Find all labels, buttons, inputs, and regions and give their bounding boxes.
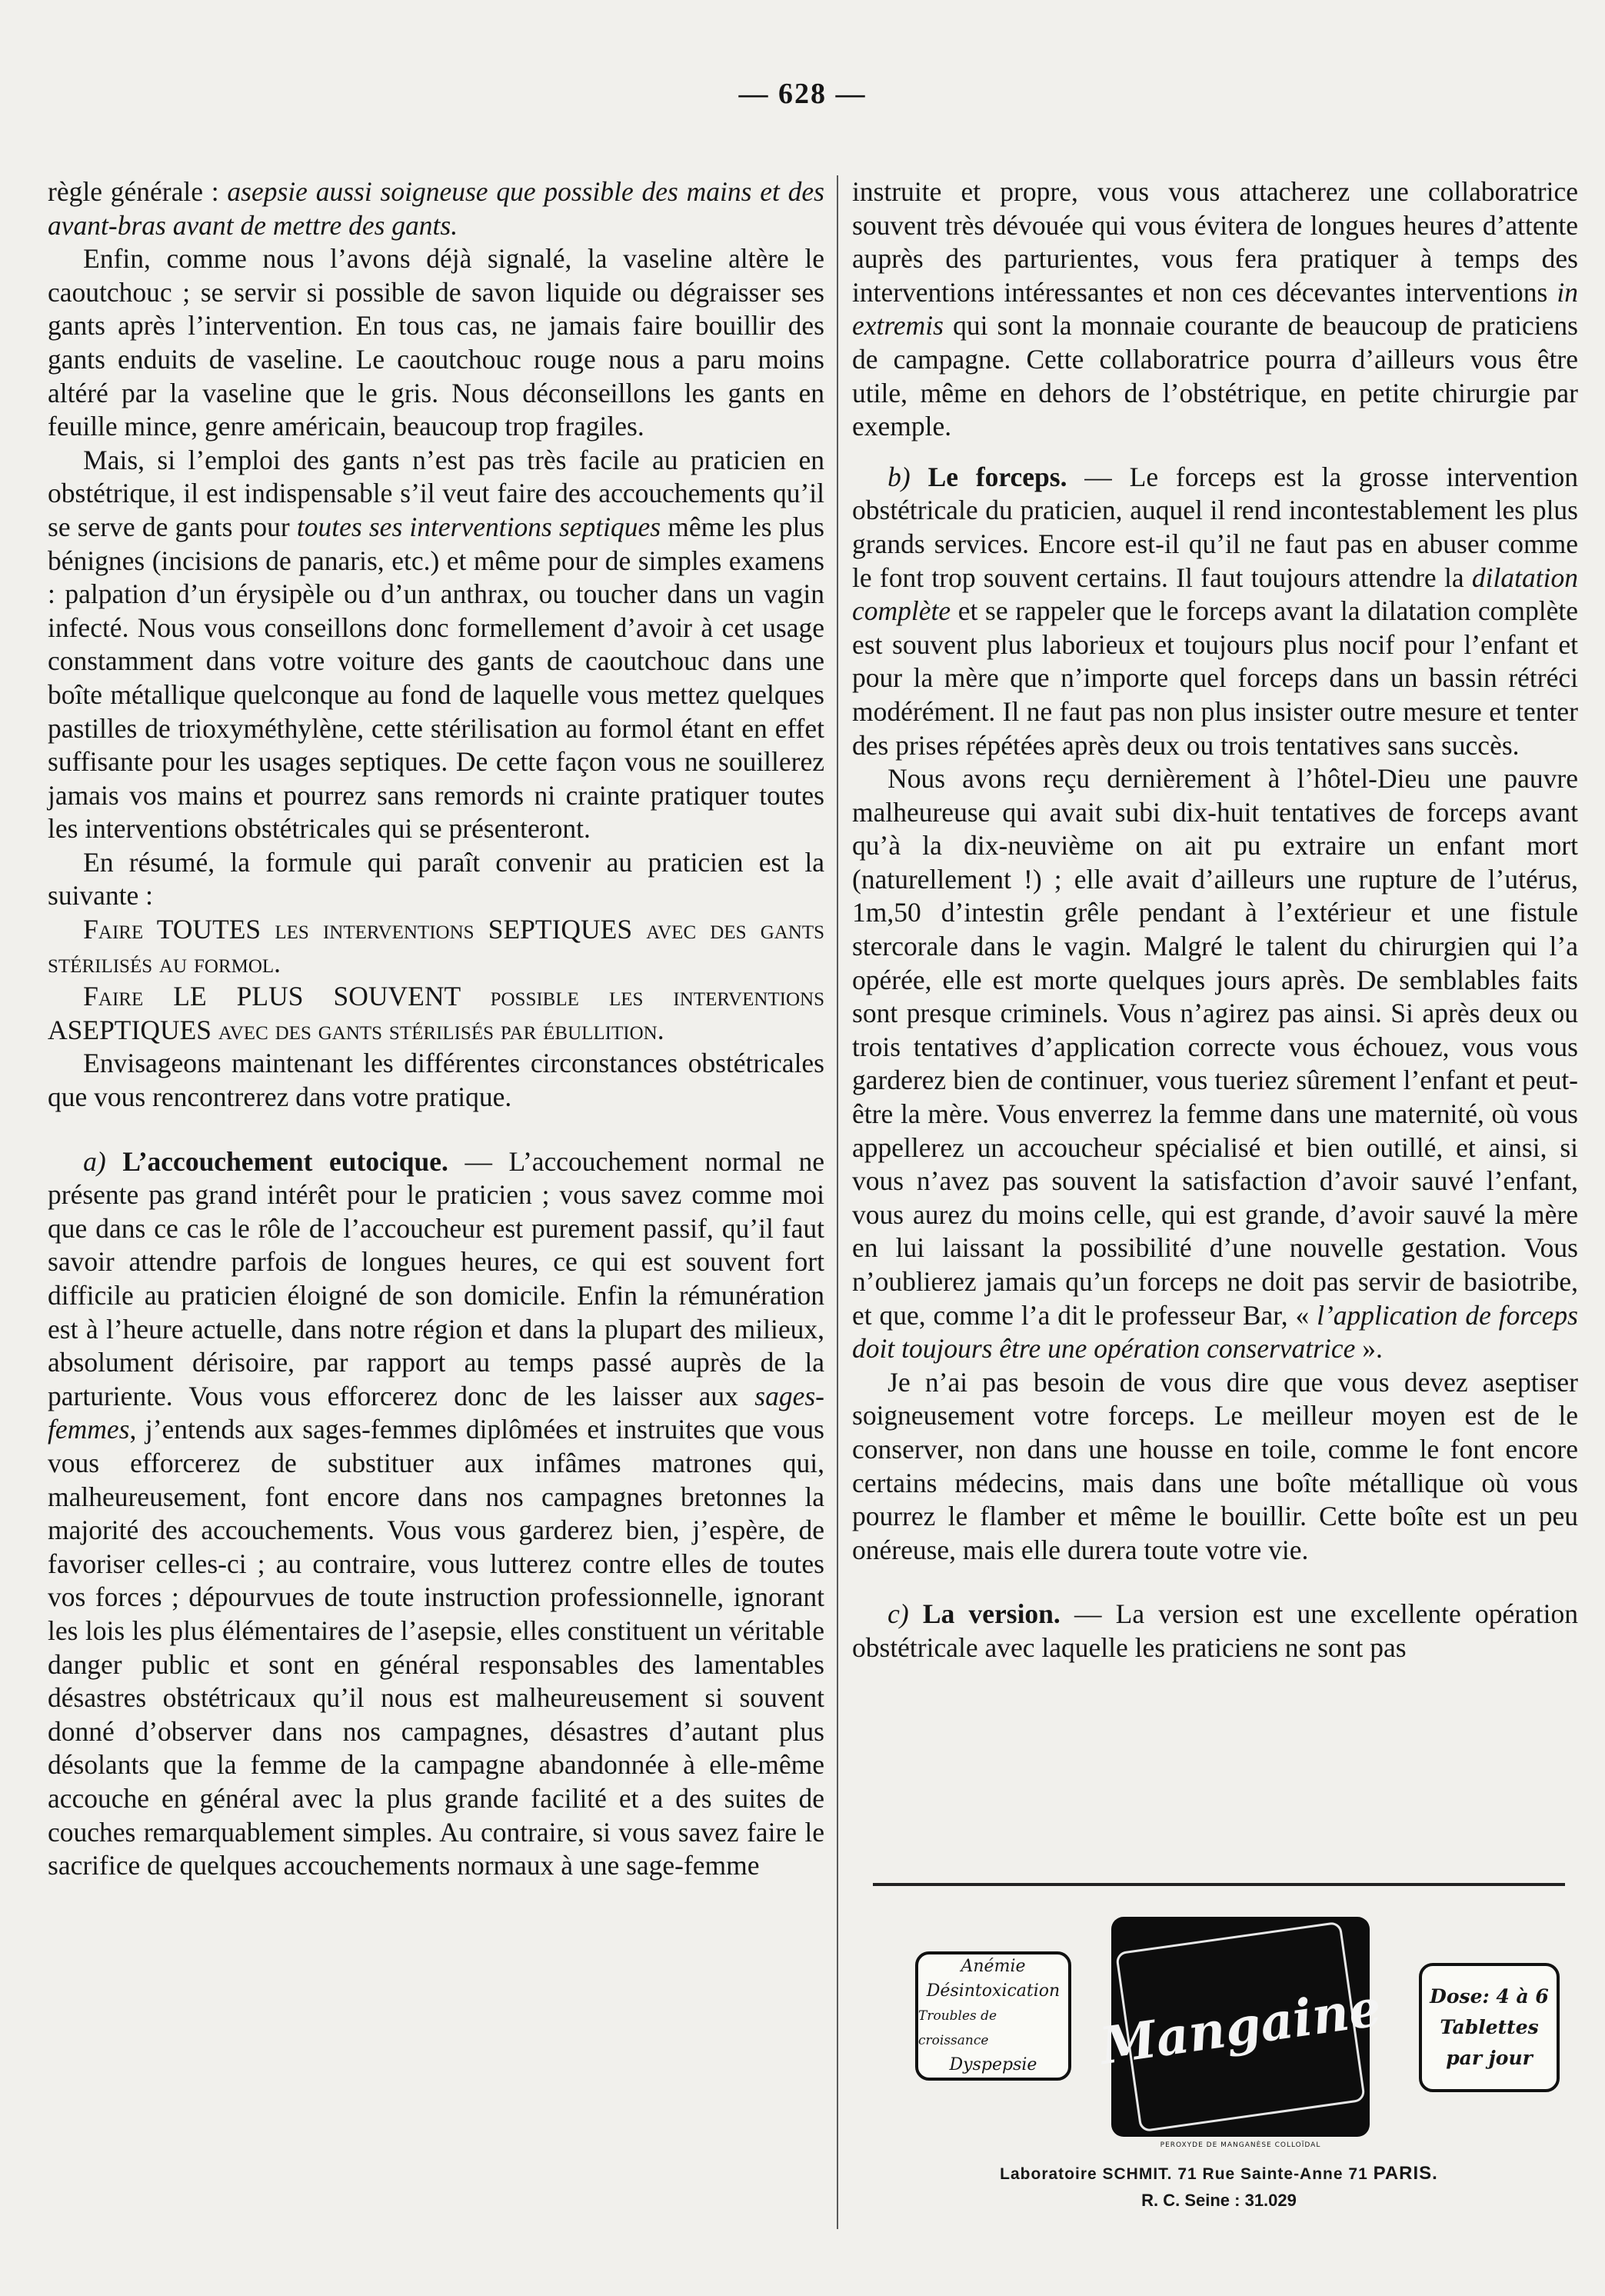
- ad-dosage-box: [1419, 1963, 1560, 2092]
- text-run: LE PLUS SOUVENT: [173, 981, 461, 1012]
- ad-dosage-line: Tablettes: [1440, 2016, 1539, 2038]
- text-run: — Le forceps est la grosse intervention obstétricale du praticien, auquel il rend incontestablement les plus grands services. Encore est-il qu’il ne faut pas en abuser comme le font trop souvent certains. Il faut toujours attendre la: [852, 461, 1579, 593]
- text-run: règle générale :: [48, 176, 228, 207]
- section-title: L’accouchement eutocique.: [122, 1145, 448, 1177]
- text-run: même les plus bénignes (incisions de panaris, etc.) et même pour de simples examens : palpation d’un érysipèle ou d’un anthrax, ou toucher dans un vagin infecté. Nous vous conseillons donc formellement d’avoir à cet usage constamment dans votre voiture des gants de caoutchouc dans une boîte métallique quelconque au fond de laquelle vous mettez quelques pastilles de trioxyméthylène, cette stérilisation au formol étant en effet suffisante pour les usages septiques. De cette façon vous ne souillerez jamais vos mains et pourrez sans remords ni crainte pratiquer toutes les interventions obstétricales qui se présenteront.: [48, 511, 824, 845]
- ad-indication: Troubles de croissance: [918, 2008, 997, 2048]
- section-label: c): [887, 1598, 909, 1630]
- italic-run: in extremis: [852, 276, 1578, 342]
- text-run: Faire: [83, 914, 144, 945]
- italic-run: l’application de forceps doit toujours être une opération conservatrice: [852, 1299, 1578, 1365]
- text-run: qui sont la monnaie courante de beaucoup de praticiens de campagne. Cette collaboratrice pourra d’ailleurs vous être utile, même en dehors de l’obstétrique, en petite chirurgie par exemple.: [852, 310, 1578, 442]
- paragraph-resume: En résumé, la formule qui paraît convenir au praticien est la suivante :: [48, 846, 824, 911]
- ad-indications-box: [915, 1951, 1071, 2081]
- paragraph-envisageons: Envisageons maintenant les différentes circonstances obstétricales que vous rencontrerez dans votre pratique.: [48, 1048, 824, 1113]
- paragraph-hotel-dieu: [852, 762, 1578, 1366]
- text-run: SEPTIQUES: [488, 914, 633, 945]
- ad-dosage-line: par jour: [1446, 2047, 1533, 2069]
- left-column: [48, 175, 824, 1883]
- formula-septiques: [48, 913, 824, 980]
- ad-top-rule: [873, 1883, 1565, 1886]
- text-run: ».: [1355, 1333, 1383, 1365]
- mangaine-advertisement: [873, 1883, 1565, 2244]
- text-run: , j’entends aux sages-femmes diplômées et instruites que vous vous efforcerez de substituer aux infâmes matrones qui, malheureusement, font encore dans nos campagnes bretonnes la majorité des accouchements. Vous vous garderez bien, j’espère, de favoriser celles-ci ; au contraire, vous lutterez contre elles de toutes vos forces ; dépourvues de toute instruction professionnelle, ignorant les lois les plus élémentaires de l’asepsie, elles constituent un véritable danger public et sont en général responsables des lamentables désastres obstétricaux qu’il nous est malheureusement si souvent donné d’observer dans nos campagnes, désastres d’autant plus désolants que la femme de la campagne abandonnée à elle-même accouche en général avec la plus grande facilité et a des suites de couches remarquablement simples. Au contraire, si vous savez faire le sacrifice de quelques accouchements normaux à une sage-femme: [48, 1414, 824, 1881]
- section-label: b): [887, 461, 911, 492]
- ad-city: PARIS.: [1373, 2163, 1438, 2184]
- text-run: possible les interventions: [490, 981, 825, 1012]
- text-run: et se rappeler que le forceps avant la dilatation complète est souvent plus laborieux et toujours plus nocif pour l’enfant et pour la mère que n’importe quel forceps dans un bassin rétréci modérément. Il ne faut pas non plus insister outre mesure et tenter des prises répétées après deux ou trois tentatives sans succès.: [852, 595, 1578, 761]
- ad-indication: Dyspepsie: [949, 2055, 1037, 2074]
- text-run: Nous avons reçu dernièrement à l’hôtel-Dieu une pauvre malheureuse qui avait subi dix-huit tentatives de forceps avant qu’à la dix-neuvième on ait pu extraire un enfant mort (naturellement !) ; elle avait d’ailleurs une rupture de l’utérus, 1m,50 d’intestin grêle pendant à l’extérieur et une fistule stercorale dans le vagin. Malgré le talent du chirurgien qui l’a opérée, elle est morte quelques jours après. De semblables faits sont presque criminels. Vous n’agirez pas ainsi. Si après deux ou trois tentatives d’application correcte vous échouez, vous vous garderez bien de continuer, vous tueriez sûrement l’enfant et peut-être la mère. Vous enverrez la femme dans une maternité, où vous appellerez un accoucheur spécialisé et bien outillé, et ainsi, si vous n’avez pas souvent la satisfaction d’avoir sauvé l’enfant, vous aurez du moins celle, qui est grande, d’avoir sauvé la mère en lui laissant la possibilité d’une nouvelle gestation. Vous n’oublierez jamais qu’un forceps ne doit pas servir de basiotribe, et que, comme l’a dit le professeur Bar, «: [852, 763, 1578, 1331]
- section-forceps: [852, 461, 1578, 762]
- ad-indication: Désintoxication: [926, 1981, 1061, 2001]
- ad-brand-logo: Mangaine: [1115, 1921, 1366, 2133]
- ad-small-print: PEROXYDE DE MANGANÈSE COLLOÏDAL: [1160, 2141, 1321, 2149]
- section-title: Le forceps.: [927, 461, 1067, 492]
- paragraph-aseptiser-forceps: Je n’ai pas besoin de vous dire que vous devez aseptiser soigneusement votre forceps. Le meilleur moyen est de le conserver, non dans une housse en toile, comme le font encore certains médecins, mais dans une boîte métallique où vous pourrez le flamber et même le bouillir. Cette boîte est un peu onéreuse, mais elle durera toute votre vie.: [852, 1366, 1578, 1565]
- text-run: Faire: [83, 981, 144, 1012]
- formula-aseptiques: [48, 980, 824, 1047]
- page-number: — 628 —: [738, 78, 867, 110]
- section-title: La version.: [922, 1598, 1061, 1630]
- right-column: [852, 175, 1578, 1665]
- italic-run: dilatation complète: [852, 562, 1578, 627]
- ad-indication: Anémie: [961, 1957, 1026, 1976]
- ad-dosage-line: Dose: 4 à 6: [1430, 1985, 1549, 2008]
- column-divider: [837, 175, 838, 2229]
- text-run: avec des gants stérilisés par ébullition.: [218, 1014, 664, 1045]
- paragraph-collaboratrice: [852, 175, 1578, 444]
- text-run: les interventions: [275, 914, 475, 945]
- ad-brand-panel: [1096, 1917, 1385, 2137]
- ad-registration: R. C. Seine : 31.029: [1141, 2191, 1297, 2210]
- ad-row: [873, 1917, 1565, 2161]
- text-run: ASEPTIQUES: [48, 1014, 212, 1045]
- italic-run: asepsie aussi soigneuse que possible des mains et des avant-bras avant de mettre des gants.: [48, 176, 824, 241]
- text-run: instruite et propre, vous vous attacherez une collaboratrice souvent très dévouée qui vous évitera de longues heures d’attente auprès des parturientes, vous fera pratiquer à temps des interventions intéressantes et non ces décevantes interventions: [852, 176, 1578, 308]
- paragraph-gants-septiques: [48, 444, 824, 846]
- ad-laboratory-address: [873, 2163, 1565, 2184]
- text-run: — L’accouchement normal ne présente pas grand intérêt pour le praticien ; vous savez comme moi que dans ce cas le rôle de l’accoucheur est purement passif, qu’il faut savoir attendre parfois de longues heures, ce qui est souvent fort difficile au praticien éloigné de son domicile. Enfin la rémunération est à l’heure actuelle, dans notre région et dans la plupart des milieux, absolument dérisoire, par rapport au temps passé auprès de la parturiente. Vous vous efforcerez donc de les laisser aux: [48, 1145, 825, 1411]
- section-label: a): [83, 1145, 106, 1177]
- text-run: avec des gants stérilisés au formol.: [48, 914, 825, 978]
- italic-run: sages-femmes: [48, 1380, 824, 1445]
- section-accouchement-eutocique: [48, 1145, 824, 1883]
- paragraph-asepsie: [48, 175, 824, 242]
- ad-lab-text: Laboratoire SCHMIT. 71 Rue Sainte-Anne 71: [1000, 2165, 1368, 2183]
- text-run: Mais, si l’emploi des gants n’est pas très facile au praticien en obstétrique, il est indispensable s’il veut faire des accouchements qu’il se serve de gants pour: [48, 444, 824, 542]
- text-run: — La version est une excellente opération obstétricale avec laquelle les praticiens ne sont pas: [852, 1598, 1579, 1663]
- section-version: [852, 1598, 1578, 1665]
- italic-run: toutes ses interventions septiques: [296, 511, 661, 542]
- text-run: TOUTES: [156, 914, 261, 945]
- paragraph-vaseline: Enfin, comme nous l’avons déjà signalé, la vaseline altère le caoutchouc ; se servir si possible de savon liquide ou dégraisser ses gants après l’intervention. En tous cas, ne jamais faire bouillir des gants enduits de vaseline. Le caoutchouc rouge nous a paru moins altéré par la vaseline que le gris. Nous déconseillons les gants en feuille mince, genre américain, beaucoup trop fragiles.: [48, 243, 824, 442]
